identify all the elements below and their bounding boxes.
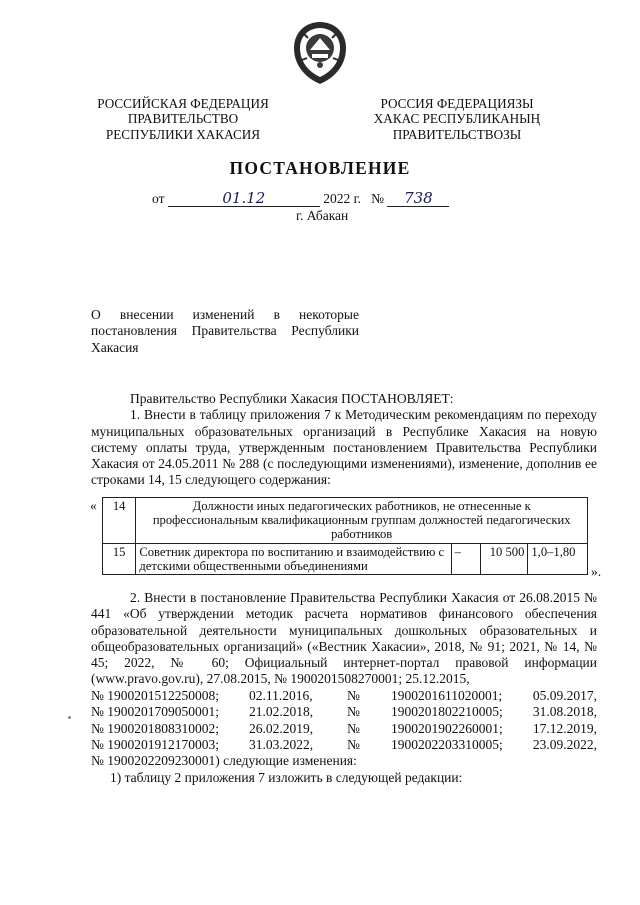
row-number: 14 bbox=[103, 498, 136, 544]
sub-item-1: 1) таблицу 2 приложения 7 изложить в следующей редакции: bbox=[110, 770, 463, 785]
ref-cell: 23.09.2022, bbox=[532, 736, 597, 752]
document-title: ПОСТАНОВЛЕНИЕ bbox=[229, 158, 411, 178]
table-row bbox=[103, 543, 588, 574]
header-right-line: РОССИЯ ФЕДЕРАЦИЯЗЫ bbox=[380, 96, 534, 111]
paragraph-block-1 bbox=[91, 391, 597, 489]
ref-cell: 21.02.2018, bbox=[249, 704, 314, 720]
ref-cell: 26.02.2019, bbox=[249, 720, 314, 736]
header-left-line: РЕСПУБЛИКИ ХАКАСИЯ bbox=[105, 126, 261, 142]
ref-cell: 31.03.2022, bbox=[249, 736, 314, 752]
header-right-line: ХАКАС РЕСПУБЛИКАНЫҢ bbox=[373, 111, 541, 127]
reference-row bbox=[91, 688, 597, 704]
table-open-quote: « bbox=[90, 498, 97, 513]
ref-cell: 1900202203310005; bbox=[391, 736, 503, 752]
row-text: Должности иных педагогических работников, не отнесенные к профессиональным квалификационным группам должностей педагогических работников bbox=[136, 498, 588, 544]
ref-cell: 1900201902260001; bbox=[391, 720, 503, 736]
references-grid bbox=[91, 688, 597, 753]
table-row bbox=[103, 498, 588, 544]
reference-row bbox=[91, 721, 597, 737]
ref-cell: № bbox=[347, 720, 360, 736]
coat-of-arms-emblem bbox=[290, 20, 350, 86]
row-text: Советник директора по воспитанию и взаимодействию с детскими общественными объединениями bbox=[136, 543, 451, 574]
table-close-quote: ». bbox=[591, 564, 602, 579]
row-number: 15 bbox=[103, 543, 136, 574]
inserted-rows-table bbox=[102, 497, 588, 575]
ref-cell: № bbox=[347, 736, 360, 752]
intro-line: Правительство Республики Хакасия ПОСТАНОВЛЯЕТ: bbox=[130, 391, 454, 406]
handwritten-number: 738 bbox=[387, 191, 449, 207]
date-number-line bbox=[152, 191, 449, 207]
item-1-text: 1. Внести в таблицу приложения 7 к Методическим рекомендациям по переходу муниципальных образовательных организаций в Республике Хакасия на новую систему оплаты труда, утвержденным постановлением Правительства Республики Хакасия от 24.05.2011 № 288 (с последующими изменениями), изменение, дополнив ее строками 14, 15 следующего содержания: bbox=[91, 407, 597, 488]
number-label: № bbox=[371, 191, 385, 206]
ref-cell: № bbox=[347, 688, 360, 703]
row-salary: 10 500 bbox=[480, 543, 527, 574]
references-tail: № 1900202209230001) следующие изменения: bbox=[91, 753, 357, 768]
paragraph-block-2 bbox=[91, 590, 597, 688]
header-right-line: ПРАВИТЕЛЬСТВОЗЫ bbox=[392, 126, 522, 142]
row-coefficient: 1,0–1,80 bbox=[528, 543, 588, 574]
ref-cell: 02.11.2016, bbox=[249, 688, 313, 703]
ref-cell: 17.12.2019, bbox=[532, 720, 597, 736]
ref-cell: № 1900201808310002; bbox=[91, 720, 220, 736]
ref-cell: 1900201802210005; bbox=[391, 704, 503, 720]
reference-row bbox=[91, 737, 597, 753]
margin-mark bbox=[68, 716, 71, 719]
header-left bbox=[88, 96, 278, 142]
ref-cell: 1900201611020001; bbox=[391, 688, 503, 703]
year-text: 2022 г. bbox=[323, 191, 361, 206]
ref-cell: № 1900201709050001; bbox=[91, 704, 220, 720]
city: г. Абакан bbox=[296, 208, 349, 223]
ref-cell: № 1900201912170003; bbox=[91, 736, 220, 752]
ref-cell: 31.08.2018, bbox=[532, 704, 597, 720]
header-right bbox=[362, 96, 552, 142]
date-label: от bbox=[152, 191, 165, 206]
item-2-text: 2. Внести в постановление Правительства Республики Хакасия от 26.08.2015 № 441 «Об утверждении методик расчета нормативов финансового обеспечения образовательной деятельности муниципальных дошкольных образовательных и общеобразовательных организаций» («Вестник Хакасии», 2018, № 91; 2021, № 14, № 45; 2022, № 60; Официальный интернет-портал правовой информации (www.pravo.gov.ru), 27.08.2015, № 1900201508270001; 25.12.2015, bbox=[91, 590, 597, 687]
row-dash: – bbox=[451, 543, 480, 574]
header-left-line: РОССИЙСКАЯ ФЕДЕРАЦИЯ bbox=[97, 96, 269, 111]
header-left-line: ПРАВИТЕЛЬСТВО bbox=[127, 111, 239, 127]
ref-cell: 05.09.2017, bbox=[532, 688, 597, 703]
ref-cell: № bbox=[347, 704, 360, 720]
ref-cell: № 1900201512250008; bbox=[91, 688, 220, 703]
reference-row bbox=[91, 704, 597, 720]
subject-heading: О внесении изменений в некоторые постановления Правительства Республики Хакасия bbox=[91, 307, 359, 355]
handwritten-date: 01.12 bbox=[168, 191, 320, 207]
